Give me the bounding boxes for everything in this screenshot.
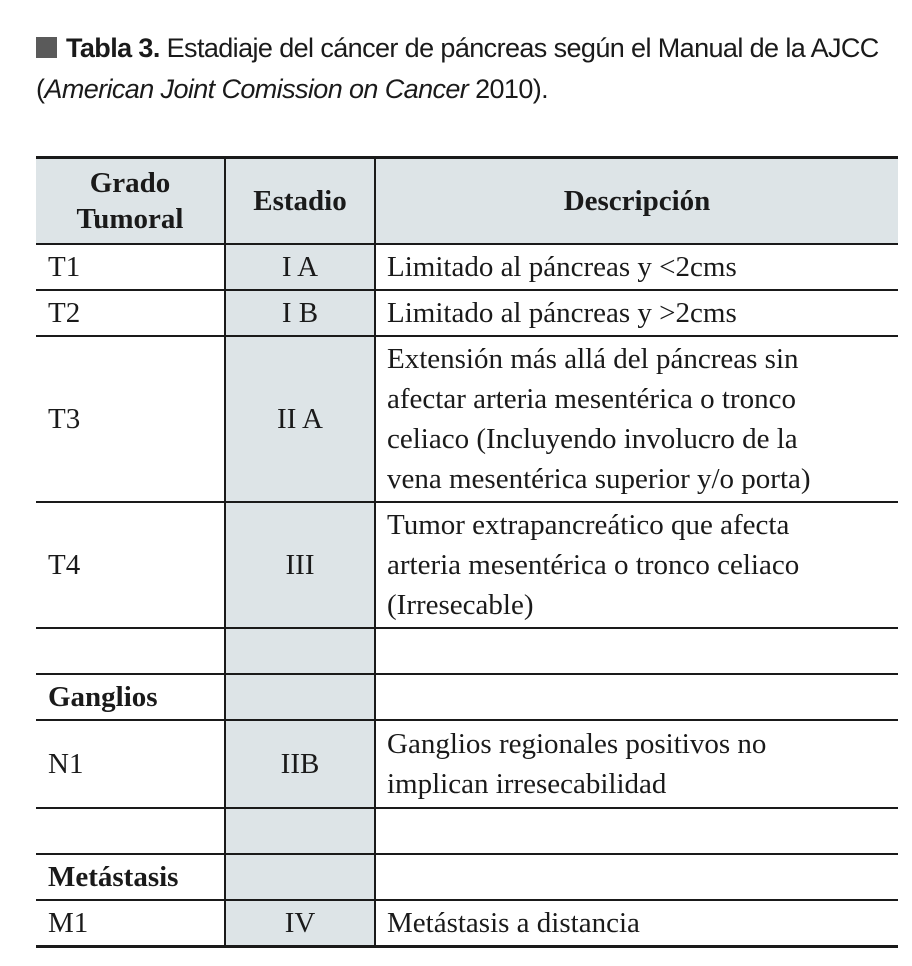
table-row [36,290,898,336]
cell-grado: N1 [36,720,225,808]
table-row [36,502,898,628]
header-grado-line1: Grado [89,167,171,199]
header-row [36,158,898,245]
desc-line: Ganglios regionales positivos no [387,728,767,760]
cell-estadio: IIB [225,720,375,808]
staging-table [36,156,898,948]
cell-estadio [225,808,375,854]
caption-open-paren: ( [36,74,45,104]
cell-estadio [225,854,375,900]
desc-line: celiaco (Incluyendo involucro de la [387,423,798,455]
cell-descripcion [375,244,898,290]
table-row [36,244,898,290]
desc-line: (Irresecable) [387,589,534,621]
header-grado-line2: Tumoral [76,203,184,235]
cell-descripcion [375,502,898,628]
cell-descripcion [375,290,898,336]
desc-line: afectar arteria mesentérica o tronco [387,383,796,415]
cell-estadio: I A [225,244,375,290]
section-label-ganglios: Ganglios [36,674,225,720]
cell-descripcion [375,720,898,808]
desc-line: Metástasis a distancia [387,907,640,939]
table-row [36,720,898,808]
cell-estadio [225,674,375,720]
cell-grado [36,628,225,674]
cell-descripcion [375,674,898,720]
desc-line: Tumor extrapancreático que afecta [387,509,790,541]
table-row [36,336,898,502]
desc-line: Limitado al páncreas y >2cms [387,297,737,329]
cell-descripcion [375,808,898,854]
cell-descripcion [375,900,898,947]
cell-grado [36,808,225,854]
caption-source: American Joint Comission on Cancer [44,74,469,104]
cell-grado: T2 [36,290,225,336]
cell-grado: T4 [36,502,225,628]
caption-year: 2010). [468,74,549,104]
table-caption [36,28,902,110]
empty-row [36,808,898,854]
section-label-metastasis: Metástasis [36,854,225,900]
desc-line: vena mesentérica superior y/o porta) [387,463,811,495]
empty-row [36,628,898,674]
header-grado-tumoral [36,158,225,245]
cell-descripcion [375,854,898,900]
table-row [36,900,898,947]
header-descripcion: Descripción [375,158,898,245]
cell-grado: T3 [36,336,225,502]
header-estadio: Estadio [225,158,375,245]
cell-estadio: II A [225,336,375,502]
desc-line: Limitado al páncreas y <2cms [387,251,737,283]
cell-estadio: I B [225,290,375,336]
cell-estadio: IV [225,900,375,947]
cell-descripcion [375,628,898,674]
section-row-ganglios [36,674,898,720]
caption-label: Tabla 3. [66,33,160,63]
cell-descripcion [375,336,898,502]
cell-grado: T1 [36,244,225,290]
desc-line: implican irresecabilidad [387,768,667,800]
section-row-metastasis [36,854,898,900]
caption-title: Estadiaje del cáncer de páncreas según el Manual de la AJCC [159,33,879,63]
cell-grado: M1 [36,900,225,947]
square-bullet-icon [36,37,57,58]
desc-line: Extensión más allá del páncreas sin [387,343,799,375]
cell-estadio: III [225,502,375,628]
cell-estadio [225,628,375,674]
desc-line: arteria mesentérica o tronco celiaco [387,549,800,581]
